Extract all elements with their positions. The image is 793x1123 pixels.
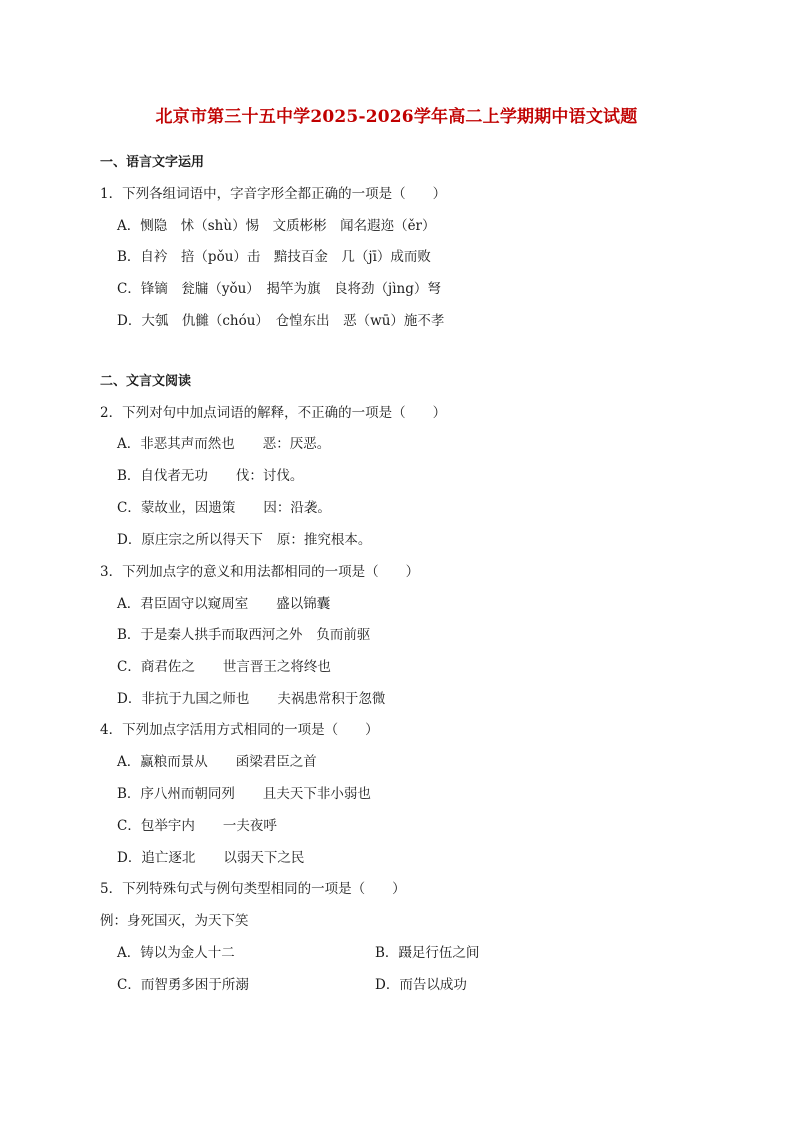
question-2-option-a: A．非恶其声而然也 恶：厌恶。: [117, 436, 331, 452]
question-1-stem: 1．下列各组词语中，字音字形全都正确的一项是（ ）: [100, 186, 447, 202]
question-2-option-d: D．原庄宗之所以得天下 原：推究根本。: [117, 532, 372, 548]
page-title: 北京市第三十五中学2025-2026学年高二上学期期中语文试题: [155, 107, 638, 127]
question-3-option-c: C．商君佐之 世言晋王之将终也: [117, 659, 331, 675]
question-3-option-a: A．君臣固守以窥周室 盛以锦囊: [117, 596, 331, 612]
question-4-option-a: A．赢粮而景从 函梁君臣之首: [117, 754, 317, 770]
question-2-stem: 2．下列对句中加点词语的解释，不正确的一项是（ ）: [100, 405, 447, 421]
question-4-option-d: D．追亡逐北 以弱天下之民: [117, 850, 305, 866]
question-4-option-b: B．序八州而朝同列 且夫天下非小弱也: [117, 786, 371, 802]
question-1-option-b: B．自衿 掊（pǒu）击 黯技百金 几（jī）成而败: [117, 249, 431, 265]
question-4-option-c: C．包举宇内 一夫夜呼: [117, 818, 277, 834]
question-2-option-b: B．自伐者无功 伐：讨伐。: [117, 468, 304, 484]
question-1-option-a: A．恻隐 怵（shù）惕 文质彬彬 闻名遐迩（ěr）: [117, 218, 436, 234]
question-4-stem: 4．下列加点字活用方式相同的一项是（ ）: [100, 722, 379, 738]
question-3-option-d: D．非抗于九国之师也 夫祸患常积于忽微: [117, 691, 386, 707]
question-5-option-b: B．蹑足行伍之间: [375, 945, 480, 961]
question-5-option-d: D．而告以成功: [375, 977, 467, 993]
question-5-example: 例：身死国灭，为天下笑: [100, 913, 249, 929]
question-5-option-c: C．而智勇多困于所溺: [117, 977, 249, 993]
question-3-option-b: B．于是秦人拱手而取西河之外 负而前驱: [117, 627, 371, 643]
question-2-option-c: C．蒙故业，因遗策 因：沿袭。: [117, 500, 331, 516]
section-heading-2: 二、文言文阅读: [100, 374, 192, 389]
question-1-option-d: D．大瓠 仇雠（chóu） 仓惶东出 恶（wū）施不孝: [117, 313, 445, 329]
question-5-option-a: A．铸以为金人十二: [117, 945, 235, 961]
question-5-stem: 5．下列特殊句式与例句类型相同的一项是（ ）: [100, 881, 406, 897]
section-heading-1: 一、语言文字运用: [100, 155, 205, 170]
question-3-stem: 3．下列加点字的意义和用法都相同的一项是（ ）: [100, 564, 420, 580]
question-1-option-c: C．锋镝 瓮牖（yǒu） 揭竿为旗 良将劲（jìng）弩: [117, 281, 441, 297]
